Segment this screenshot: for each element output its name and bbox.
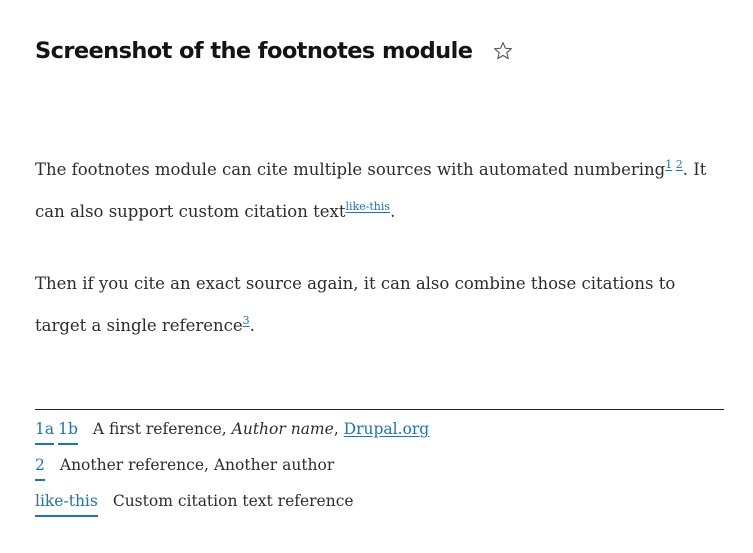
paragraph-1-text-c: . [390, 202, 396, 221]
footnote-item [35, 490, 429, 526]
footnote-ref-1[interactable]: 1 [665, 157, 673, 171]
paragraph-2-text-a: Then if you cite an exact source again, it can also combine those citations to target a single reference [35, 274, 676, 335]
footnote-text-part: A first reference, [92, 420, 232, 438]
footnote-text [93, 418, 429, 440]
page-title: Screenshot of the footnotes module [35, 38, 473, 64]
paragraph-2 [35, 263, 725, 347]
title-row [35, 38, 514, 64]
footnote-backlink-1a[interactable]: 1a [35, 418, 54, 445]
footnote-ref-3[interactable]: 3 [242, 313, 250, 327]
footnote-backlink-like-this[interactable]: like-this [35, 490, 98, 517]
star-icon[interactable] [492, 40, 514, 62]
footnote-ref-group [665, 158, 683, 171]
footnote-source-link[interactable]: Drupal.org [343, 420, 430, 438]
footnote-author: Author name [231, 420, 334, 438]
paragraph-1-text-a: The footnotes module can cite multiple sources with automated numbering [35, 160, 666, 179]
footnote-backlinks [35, 490, 98, 517]
footnote-item [35, 418, 429, 454]
footnote-text: Custom citation text reference [112, 492, 354, 510]
footnote-ref-like-this[interactable]: like-this [345, 199, 391, 213]
footnotes-list [35, 418, 429, 526]
footnote-ref-2[interactable]: 2 [675, 157, 683, 171]
footnote-backlink-2[interactable]: 2 [35, 454, 45, 481]
footnote-backlinks [35, 418, 78, 445]
footnote-text: Another reference, Another author [59, 456, 335, 474]
footnote-backlink-1b[interactable]: 1b [58, 418, 78, 445]
footnote-backlinks [35, 454, 45, 481]
paragraph-1 [35, 149, 725, 233]
footnote-item [35, 454, 429, 490]
paragraph-2-text-b: . [249, 316, 255, 335]
paragraph-1-text-b: . It can also support custom citation text [35, 160, 707, 221]
footnote-separator: , [333, 420, 344, 438]
footnotes-divider [35, 409, 724, 410]
